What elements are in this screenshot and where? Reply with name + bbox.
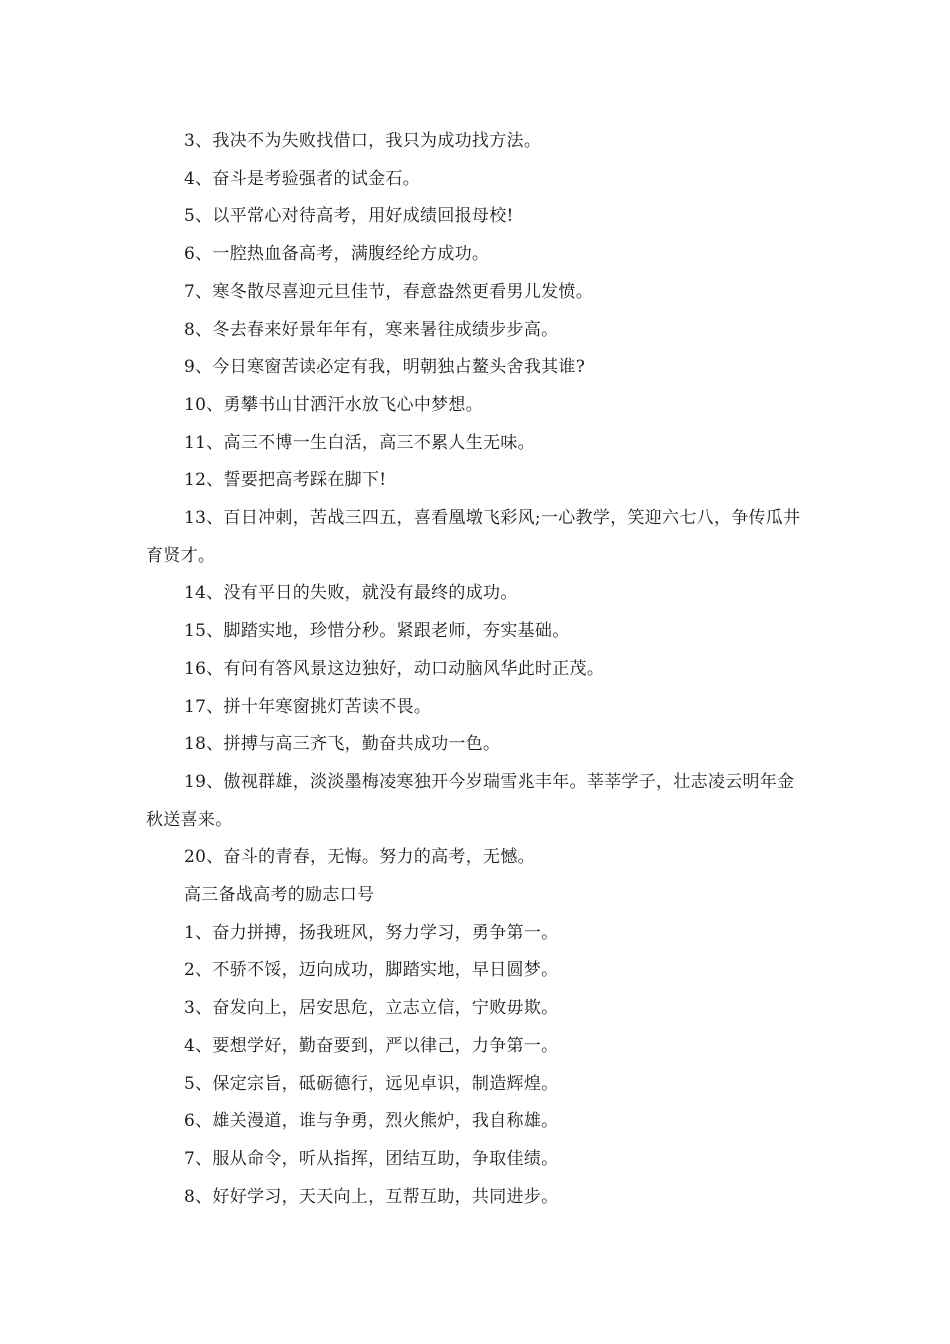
list-item: 15、脚踏实地，珍惜分秒。紧跟老师，夯实基础。 bbox=[184, 621, 570, 642]
list-item: 19、傲视群雄，淡淡墨梅凌寒独开今岁瑞雪兆丰年。莘莘学子，壮志凌云明年金秋送喜来。 bbox=[146, 771, 795, 830]
list-item: 7、寒冬散尽喜迎元旦佳节，春意盎然更看男儿发愤。 bbox=[184, 281, 594, 302]
list-item: 8、冬去春来好景年年有，寒来暑往成绩步步高。 bbox=[184, 319, 559, 340]
list-item: 6、雄关漫道，谁与争勇，烈火熊炉，我自称雄。 bbox=[184, 1111, 559, 1132]
list-item: 1、奋力拼搏，扬我班风，努力学习，勇争第一。 bbox=[184, 922, 559, 943]
list-item: 20、奋斗的青春，无悔。努力的高考，无憾。 bbox=[184, 847, 535, 868]
list-item: 3、奋发向上，居安思危，立志立信，宁败毋欺。 bbox=[184, 998, 559, 1019]
list-item: 17、拼十年寒窗挑灯苦读不畏。 bbox=[184, 696, 432, 717]
list-item: 3、我决不为失败找借口，我只为成功找方法。 bbox=[184, 131, 542, 151]
list-item: 9、今日寒窗苦读必定有我，明朝独占鳌头舍我其谁? bbox=[184, 357, 586, 378]
list-item: 6、一腔热血备高考，满腹经纶方成功。 bbox=[184, 244, 490, 265]
list-item: 11、高三不博一生白活，高三不累人生无味。 bbox=[184, 432, 535, 453]
document-body bbox=[146, 123, 810, 1216]
list-item: 16、有问有答风景这边独好，动口动脑风华此时正茂。 bbox=[184, 658, 605, 679]
list-item: 10、勇攀书山甘洒汗水放飞心中梦想。 bbox=[184, 394, 484, 415]
list-item: 14、没有平日的失败，就没有最终的成功。 bbox=[184, 583, 518, 604]
list-item: 12、誓要把高考踩在脚下! bbox=[184, 470, 387, 491]
list-item: 4、要想学好，勤奋要到，严以律己，力争第一。 bbox=[184, 1035, 559, 1056]
list-item: 8、好好学习，天天向上，互帮互助，共同进步。 bbox=[184, 1186, 559, 1207]
list-item: 5、以平常心对待高考，用好成绩回报母校! bbox=[184, 206, 514, 227]
list-item: 5、保定宗旨，砥砺德行，远见卓识，制造辉煌。 bbox=[184, 1073, 559, 1094]
list-item: 13、百日冲刺，苦战三四五，喜看凰墩飞彩风;一心教学，笑迎六七八，争传瓜井育贤才。 bbox=[146, 508, 801, 566]
section-heading: 高三备战高考的励志口号 bbox=[184, 885, 375, 906]
list-item: 18、拼搏与高三齐飞，勤奋共成功一色。 bbox=[184, 734, 501, 755]
list-item: 4、奋斗是考验强者的试金石。 bbox=[184, 168, 421, 189]
list-item: 2、不骄不馁，迈向成功，脚踏实地，早日圆梦。 bbox=[184, 960, 559, 981]
list-item: 7、服从命令，听从指挥，团结互助，争取佳绩。 bbox=[184, 1148, 559, 1169]
